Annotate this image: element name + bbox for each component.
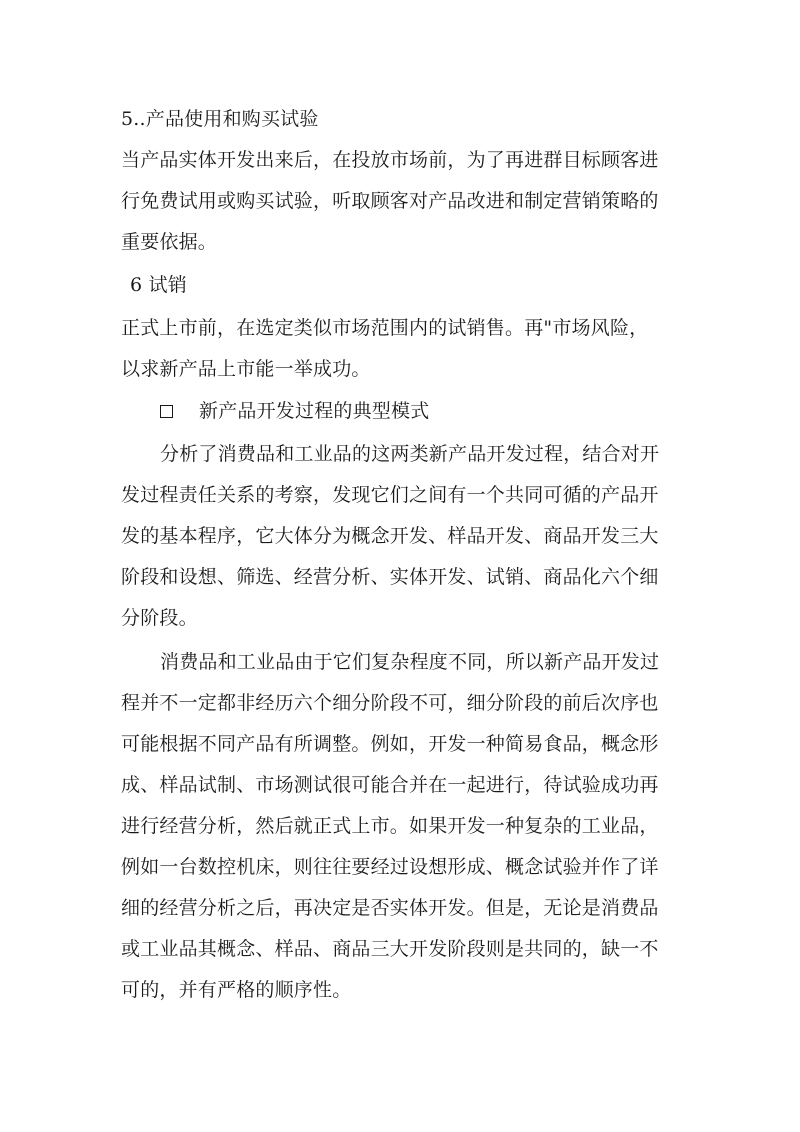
paragraph-line: 细的经营分析之后，再决定是否实体开发。但是，无论是消费品 (121, 897, 659, 919)
paragraph-line: 可的，并有严格的顺序性。 (121, 979, 352, 1001)
paragraph-line: 可能根据不同产品有所调整。例如，开发一种简易食品，概念形 (121, 733, 659, 755)
paragraph-line: 发的基本程序，它大体分为概念开发、样品开发、商品开发三大 (121, 525, 659, 547)
section-heading-typical-model (160, 399, 429, 423)
paragraph-line: 行免费试用或购买试验，听取顾客对产品改进和制定营销策略的 (121, 190, 659, 212)
section-heading-product-trial: 5..产品使用和购买试验 (121, 108, 319, 130)
paragraph-line: 或工业品其概念、样品、商品三大开发阶段则是共同的，缺一不 (121, 938, 659, 960)
checkbox-square-icon (160, 405, 173, 418)
paragraph-line: 分析了消费品和工业品的这两类新产品开发过程，结合对开 (160, 443, 660, 465)
paragraph-line: 成、样品试制、市场测试很可能合并在一起进行，待试验成功再 (121, 774, 659, 796)
paragraph-line: 程并不一定都非经历六个细分阶段不可，细分阶段的前后次序也 (121, 692, 659, 714)
paragraph-line: 例如一台数控机床，则往往要经过设想形成、概念试验并作了详 (121, 856, 659, 878)
paragraph-line: 分阶段。 (121, 607, 198, 629)
paragraph-line: 阶段和设想、筛选、经营分析、实体开发、试销、商品化六个细 (121, 566, 659, 588)
paragraph-line: 正式上市前，在选定类似市场范围内的试销售。再"市场风险， (121, 317, 649, 339)
paragraph-line: 以求新产品上市能一举成功。 (121, 358, 371, 380)
paragraph-line: 重要依据。 (121, 231, 218, 253)
paragraph-line: 当产品实体开发出来后，在投放市场前，为了再进群目标顾客进 (121, 149, 659, 171)
section-heading-test-marketing: 6 试销 (130, 274, 187, 296)
paragraph-line: 发过程责任关系的考察，发现它们之间有一个共同可循的产品开 (121, 484, 659, 506)
paragraph-line: 消费品和工业品由于它们复杂程度不同，所以新产品开发过 (160, 651, 660, 673)
section-heading-text: 新产品开发过程的典型模式 (199, 400, 430, 422)
paragraph-line: 进行经营分析，然后就正式上市。如果开发一种复杂的工业品， (121, 815, 659, 837)
